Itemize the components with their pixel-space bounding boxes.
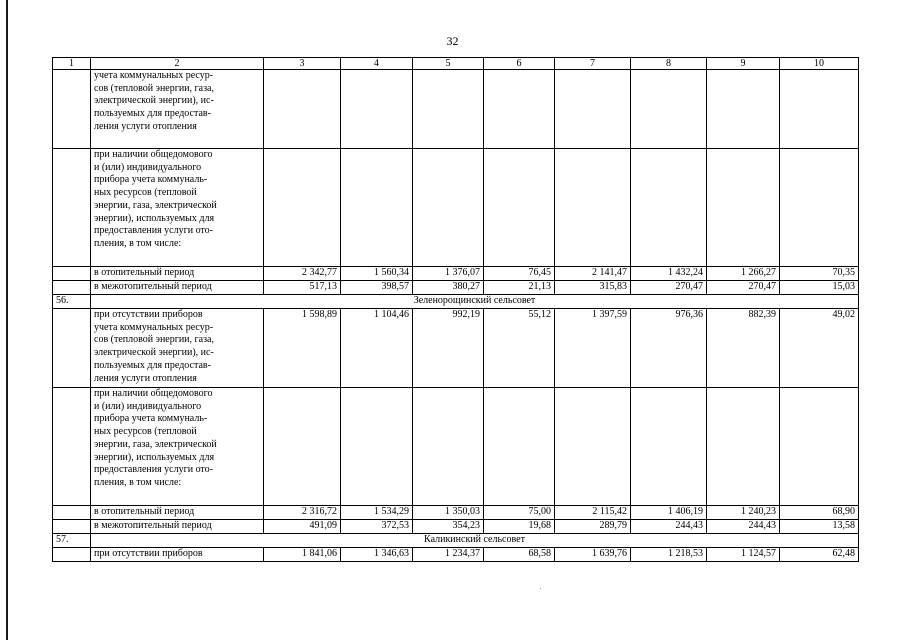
scan-binding-edge xyxy=(6,0,8,640)
value-cell: 1 432,24 xyxy=(631,267,707,281)
table-row xyxy=(53,506,859,520)
row-label: в межотопительный период xyxy=(91,520,264,534)
value-cell xyxy=(707,149,780,267)
row-label: в отопительный период xyxy=(91,267,264,281)
value-cell xyxy=(413,70,484,149)
row-number xyxy=(53,548,91,562)
column-header: 8 xyxy=(631,58,707,70)
value-cell: 1 397,59 xyxy=(555,309,631,388)
row-number xyxy=(53,281,91,295)
row-label: при наличии общедомового и (или) индивидуального прибора учета коммуналь- ных ресурсов (тепловой энергии, газа, электрической энергии), используемых для предоставления услуги ото- пления, в том числе: xyxy=(91,388,264,506)
column-header: 5 xyxy=(413,58,484,70)
value-cell: 1 346,63 xyxy=(341,548,413,562)
column-header: 4 xyxy=(341,58,413,70)
column-header: 6 xyxy=(484,58,555,70)
row-number xyxy=(53,506,91,520)
table-row xyxy=(53,388,859,506)
page-number: 32 xyxy=(446,34,459,48)
value-cell: 76,45 xyxy=(484,267,555,281)
value-cell: 1 376,07 xyxy=(413,267,484,281)
value-cell xyxy=(631,388,707,506)
value-cell: 244,43 xyxy=(631,520,707,534)
value-cell: 270,47 xyxy=(707,281,780,295)
column-header: 9 xyxy=(707,58,780,70)
value-cell: 1 104,46 xyxy=(341,309,413,388)
value-cell xyxy=(264,388,341,506)
value-cell xyxy=(484,149,555,267)
value-cell xyxy=(341,149,413,267)
row-label: при наличии общедомового и (или) индивидуального прибора учета коммуналь- ных ресурсов (тепловой энергии, газа, электрической энергии), используемых для предоставления услуги ото- пления, в том числе: xyxy=(91,149,264,267)
value-cell: 62,48 xyxy=(780,548,859,562)
row-label: в межотопительный период xyxy=(91,281,264,295)
value-cell: 70,35 xyxy=(780,267,859,281)
table-row xyxy=(53,548,859,562)
section-row xyxy=(53,534,859,548)
value-cell xyxy=(555,388,631,506)
value-cell: 289,79 xyxy=(555,520,631,534)
table-row xyxy=(53,267,859,281)
section-row xyxy=(53,295,859,309)
value-cell: 882,39 xyxy=(707,309,780,388)
row-label: учета коммунальных ресур- сов (тепловой энергии, газа, электрической энергии), ис- пользуемых для предостав- ления услуги отопления xyxy=(91,70,264,149)
value-cell: 976,36 xyxy=(631,309,707,388)
value-cell: 13,58 xyxy=(780,520,859,534)
column-header: 3 xyxy=(264,58,341,70)
value-cell xyxy=(780,388,859,506)
value-cell: 491,09 xyxy=(264,520,341,534)
value-cell: 2 115,42 xyxy=(555,506,631,520)
row-number: 56. xyxy=(53,295,91,309)
value-cell: 21,13 xyxy=(484,281,555,295)
value-cell: 1 639,76 xyxy=(555,548,631,562)
value-cell: 1 266,27 xyxy=(707,267,780,281)
tariff-table xyxy=(52,57,859,562)
value-cell: 1 598,89 xyxy=(264,309,341,388)
value-cell: 398,57 xyxy=(341,281,413,295)
table-row xyxy=(53,309,859,388)
value-cell xyxy=(264,149,341,267)
value-cell: 1 218,53 xyxy=(631,548,707,562)
value-cell xyxy=(484,70,555,149)
table-row xyxy=(53,281,859,295)
column-number-row xyxy=(53,58,859,70)
value-cell xyxy=(341,388,413,506)
value-cell: 270,47 xyxy=(631,281,707,295)
value-cell xyxy=(264,70,341,149)
value-cell: 354,23 xyxy=(413,520,484,534)
table-row xyxy=(53,70,859,149)
value-cell xyxy=(413,388,484,506)
value-cell xyxy=(707,70,780,149)
value-cell: 15,03 xyxy=(780,281,859,295)
value-cell: 1 534,29 xyxy=(341,506,413,520)
value-cell: 2 141,47 xyxy=(555,267,631,281)
value-cell: 75,00 xyxy=(484,506,555,520)
value-cell: 1 350,03 xyxy=(413,506,484,520)
value-cell: 49,02 xyxy=(780,309,859,388)
row-number: 57. xyxy=(53,534,91,548)
row-number xyxy=(53,309,91,388)
table-row xyxy=(53,520,859,534)
value-cell xyxy=(484,388,555,506)
value-cell: 244,43 xyxy=(707,520,780,534)
value-cell: 2 342,77 xyxy=(264,267,341,281)
value-cell: 68,90 xyxy=(780,506,859,520)
row-number xyxy=(53,149,91,267)
section-name: Зеленорощинский сельсовет xyxy=(91,295,859,309)
column-header: 7 xyxy=(555,58,631,70)
value-cell: 2 316,72 xyxy=(264,506,341,520)
value-cell: 1 124,57 xyxy=(707,548,780,562)
row-label: при отсутствии приборов учета коммунальных ресур- сов (тепловой энергии, газа, электрической энергии), ис- пользуемых для предостав- ления услуги отопления xyxy=(91,309,264,388)
row-label: в отопительный период xyxy=(91,506,264,520)
value-cell: 315,83 xyxy=(555,281,631,295)
value-cell xyxy=(555,70,631,149)
section-name: Каликинский сельсовет xyxy=(91,534,859,548)
value-cell: 517,13 xyxy=(264,281,341,295)
value-cell xyxy=(780,70,859,149)
value-cell: 1 240,23 xyxy=(707,506,780,520)
value-cell: 1 841,06 xyxy=(264,548,341,562)
row-label: при отсутствии приборов xyxy=(91,548,264,562)
scan-dot xyxy=(540,588,541,589)
value-cell: 372,53 xyxy=(341,520,413,534)
row-number xyxy=(53,70,91,149)
value-cell xyxy=(707,388,780,506)
row-number xyxy=(53,520,91,534)
value-cell xyxy=(631,70,707,149)
column-header: 10 xyxy=(780,58,859,70)
value-cell: 1 560,34 xyxy=(341,267,413,281)
value-cell: 68,58 xyxy=(484,548,555,562)
value-cell xyxy=(631,149,707,267)
value-cell xyxy=(780,149,859,267)
row-number xyxy=(53,267,91,281)
value-cell: 380,27 xyxy=(413,281,484,295)
column-header: 2 xyxy=(91,58,264,70)
row-number xyxy=(53,388,91,506)
value-cell: 19,68 xyxy=(484,520,555,534)
value-cell: 1 234,37 xyxy=(413,548,484,562)
value-cell xyxy=(413,149,484,267)
value-cell: 1 406,19 xyxy=(631,506,707,520)
value-cell xyxy=(341,70,413,149)
column-header: 1 xyxy=(53,58,91,70)
table-row xyxy=(53,149,859,267)
value-cell: 55,12 xyxy=(484,309,555,388)
value-cell: 992,19 xyxy=(413,309,484,388)
value-cell xyxy=(555,149,631,267)
